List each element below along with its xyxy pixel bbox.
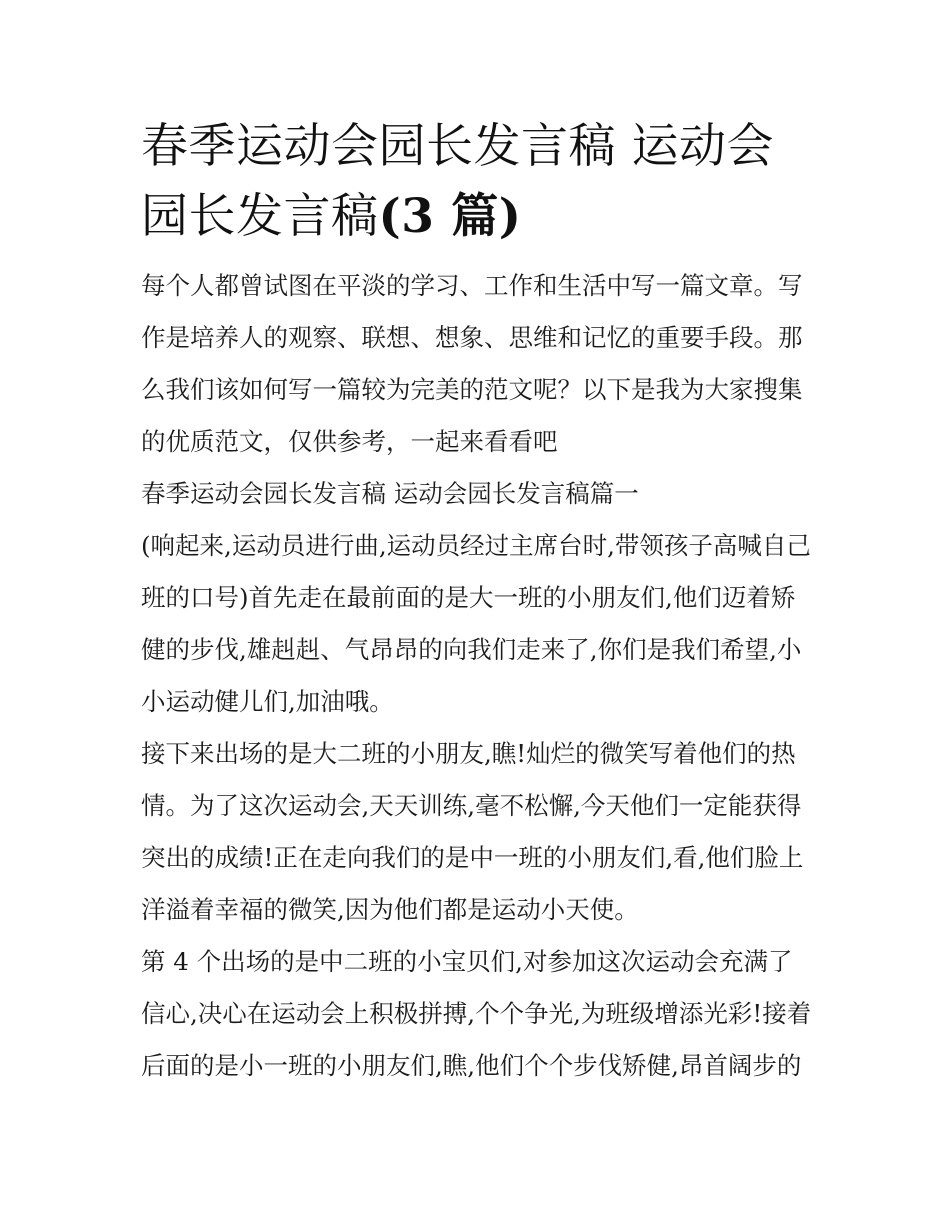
text-line: 作是培养人的观察、联想、想象、思维和记忆的重要手段。那	[141, 323, 803, 352]
title-line-text: 园长发言稿	[141, 189, 379, 244]
section-heading	[141, 468, 813, 520]
document-body	[141, 260, 813, 1092]
body-paragraph	[141, 520, 813, 728]
body-paragraph	[141, 936, 813, 1092]
text-line: 突出的成绩!正在走向我们的是中一班的小朋友们,看,他们脸上	[141, 843, 804, 872]
title-line	[141, 182, 813, 252]
text-line: 的优质范文，仅供参考，一起来看看吧	[141, 427, 558, 456]
text-line: 班的口号)首先走在最前面的是大一班的小朋友们,他们迈着矫	[141, 583, 796, 612]
text-line: 么我们该如何写一篇较为完美的范文呢？以下是我为大家搜集	[141, 375, 803, 404]
text-line: 春季运动会园长发言稿 运动会园长发言稿篇一	[141, 479, 639, 508]
text-line: 洋溢着幸福的微笑,因为他们都是运动小天使。	[141, 895, 639, 924]
document-content	[141, 112, 813, 1092]
text-line: 后面的是小一班的小朋友们,瞧,他们个个步伐矫健,昂首阔步的	[141, 1051, 802, 1080]
text-line: 每个人都曾试图在平淡的学习、工作和生活中写一篇文章。写	[141, 271, 803, 300]
title-line: 春季运动会园长发言稿 运动会	[141, 119, 774, 174]
text-line: 情。为了这次运动会,天天训练,毫不松懈,今天他们一定能获得	[141, 791, 802, 820]
body-paragraph	[141, 728, 813, 936]
text-line: 小运动健儿们,加油哦。	[141, 687, 394, 716]
intro-paragraph	[141, 260, 813, 468]
text-line: 接下来出场的是大二班的小朋友,瞧!灿烂的微笑写着他们的热	[141, 739, 796, 768]
document-title	[141, 112, 813, 252]
title-count: (3 篇)	[378, 189, 522, 244]
text-line: (响起来,运动员进行曲,运动员经过主席台时,带领孩子高喊自己	[141, 531, 811, 560]
text-line: 第 4 个出场的是中二班的小宝贝们,对参加这次运动会充满了	[141, 947, 793, 976]
text-line: 信心,决心在运动会上积极拼搏,个个争光,为班级增添光彩!接着	[141, 999, 812, 1028]
text-line: 健的步伐,雄赳赳、气昂昂的向我们走来了,你们是我们希望,小	[141, 635, 802, 664]
